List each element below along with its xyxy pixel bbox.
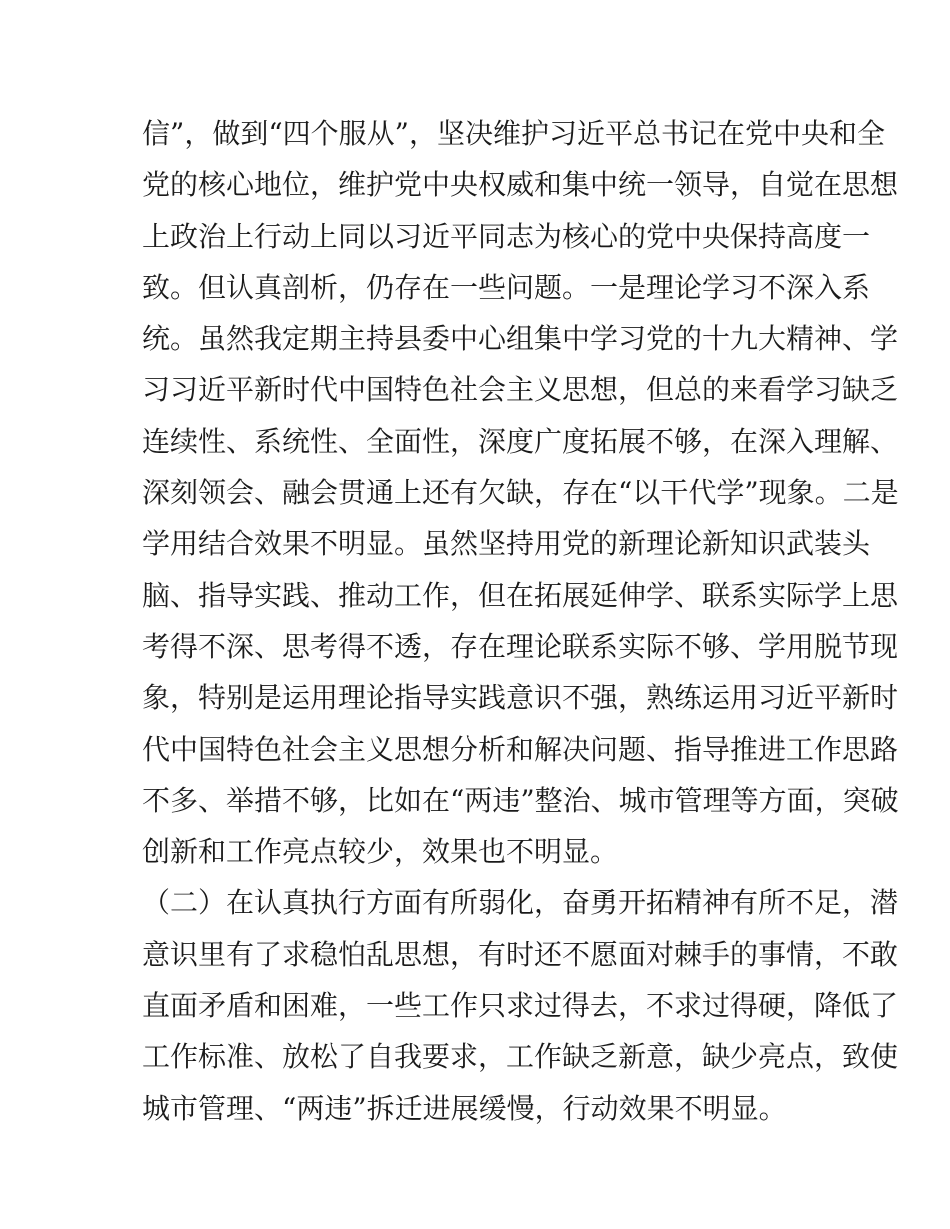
text-line: 象，特别是运用理论指导实践意识不强，熟练运用习近平新时: [142, 681, 899, 715]
text-line: 不多、举措不够，比如在“两违”整治、城市管理等方面，突破: [142, 783, 899, 817]
text-line: 习习近平新时代中国特色社会主义思想，但总的来看学习缺乏: [142, 373, 899, 407]
text-line: 统。虽然我定期主持县委中心组集中学习党的十九大精神、学: [142, 322, 899, 356]
text-line: 深刻领会、融会贯通上还有欠缺，存在“以干代学”现象。二是: [142, 476, 899, 510]
body-text: [142, 108, 899, 1134]
text-line: 创新和工作亮点较少，效果也不明显。: [142, 835, 619, 869]
text-line: 意识里有了求稳怕乱思想，有时还不愿面对棘手的事情，不敢: [142, 937, 899, 971]
text-line: 工作标准、放松了自我要求，工作缺乏新意，缺少亮点，致使: [142, 1040, 899, 1074]
text-line: 学用结合效果不明显。虽然坚持用党的新理论新知识武装头: [142, 527, 871, 561]
text-line: 代中国特色社会主义思想分析和解决问题、指导推进工作思路: [142, 732, 899, 766]
text-line: 上政治上行动上同以习近平同志为核心的党中央保持高度一: [142, 219, 871, 253]
text-line: 脑、指导实践、推动工作，但在拓展延伸学、联系实际学上思: [142, 578, 899, 612]
text-line: 信”，做到“四个服从”，坚决维护习近平总书记在党中央和全: [142, 117, 885, 150]
text-line: 考得不深、思考得不透，存在理论联系实际不够、学用脱节现: [142, 629, 899, 663]
text-line: 党的核心地位，维护党中央权威和集中统一领导，自觉在思想: [142, 168, 899, 202]
text-line: 致。但认真剖析，仍存在一些问题。一是理论学习不深入系: [142, 270, 871, 304]
text-line: 城市管理、“两违”拆迁进展缓慢，行动效果不明显。: [142, 1091, 787, 1125]
text-line: 直面矛盾和困难，一些工作只求过得去，不求过得硬，降低了: [142, 989, 899, 1023]
section-heading-line: （二）在认真执行方面有所弱化，奋勇开拓精神有所不足，潜: [142, 886, 899, 920]
text-line: 连续性、系统性、全面性，深度广度拓展不够，在深入理解、: [142, 424, 899, 458]
